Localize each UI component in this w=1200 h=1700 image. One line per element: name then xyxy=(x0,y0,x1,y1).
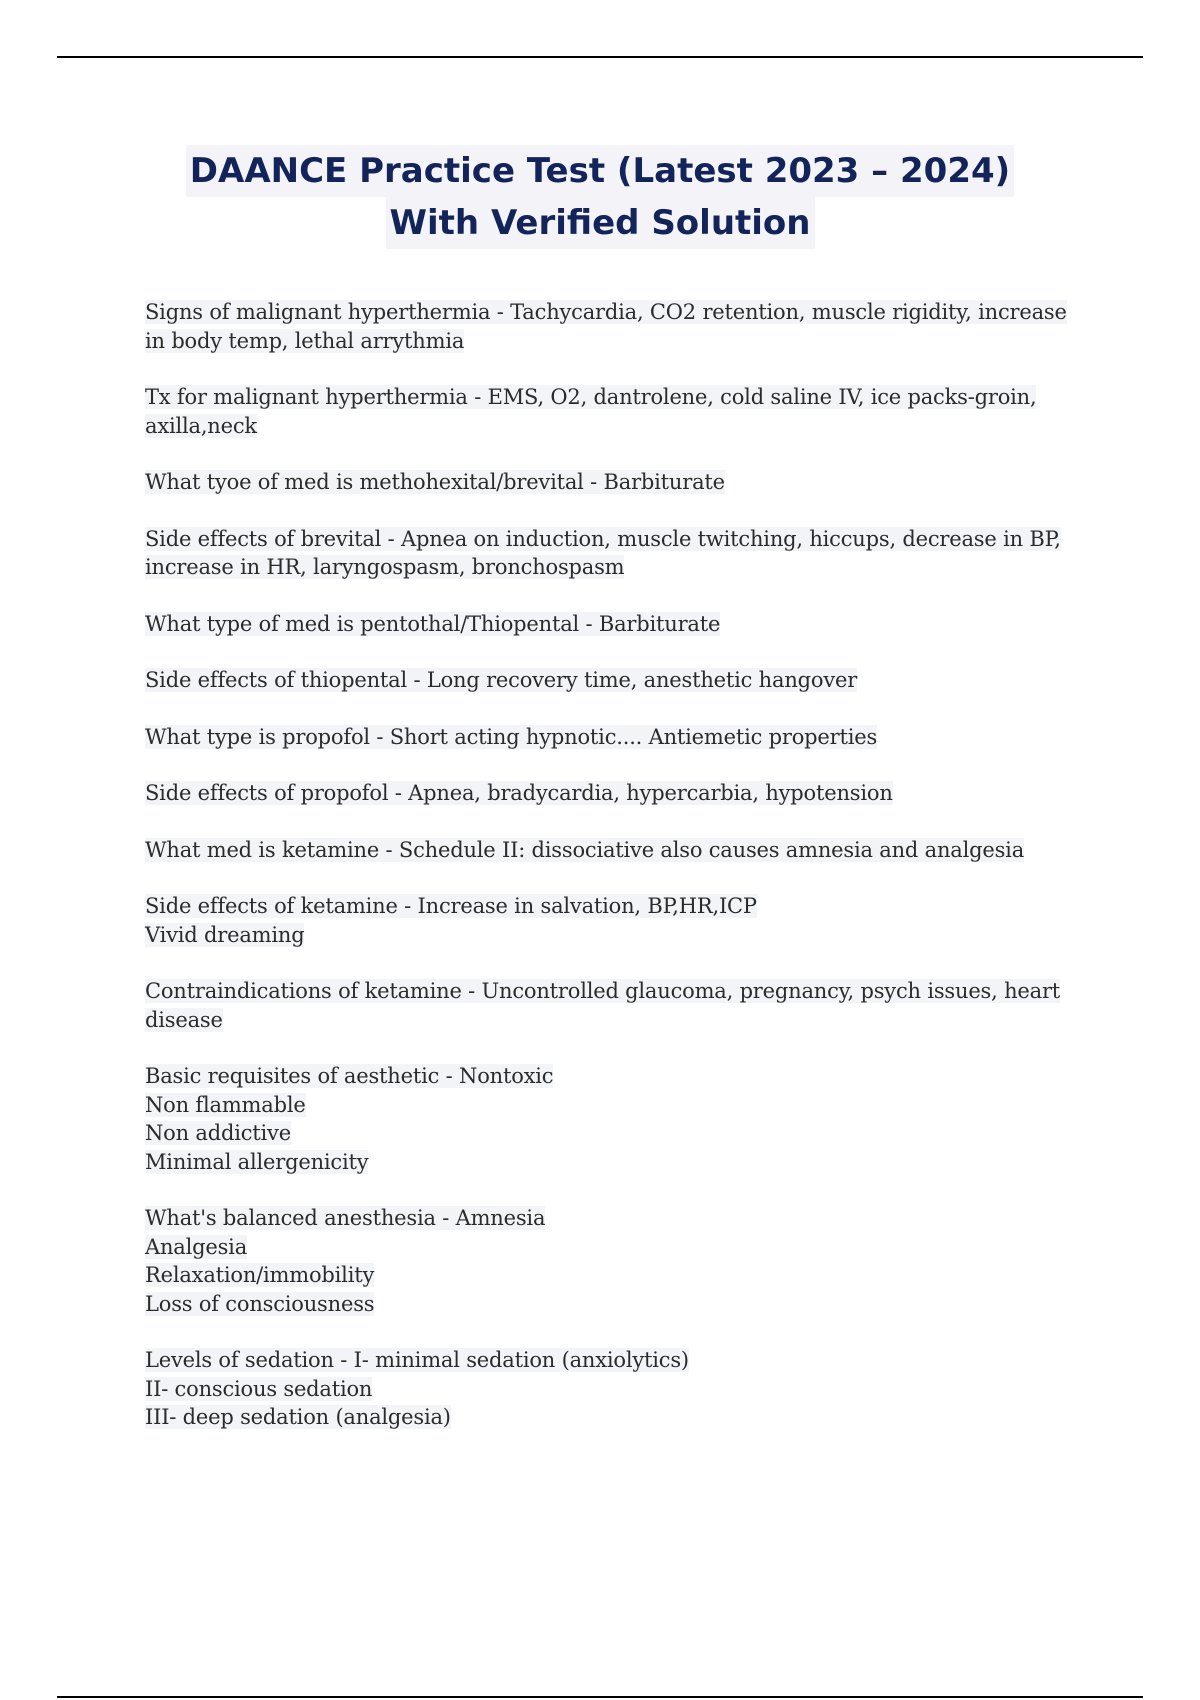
qa-item xyxy=(145,836,1085,865)
qa-extra-line xyxy=(145,1261,1085,1290)
qa-text: Side effects of ketamine - Increase in salvation, BP,HR,ICP xyxy=(145,894,757,918)
qa-extra-line xyxy=(145,1091,1085,1120)
qa-extra-line xyxy=(145,921,1085,950)
qa-extra-line xyxy=(145,1375,1085,1404)
qa-extra-line xyxy=(145,1290,1085,1319)
qa-extra-text: Minimal allergenicity xyxy=(145,1149,369,1174)
qa-text: Side effects of brevital - Apnea on induction, muscle twitching, hiccups, decrease in BP, increase in HR, laryngospasm, bronchospasm xyxy=(145,526,1061,579)
qa-text: Tx for malignant hyperthermia - EMS, O2, dantrolene, cold saline IV, ice packs-groin, axilla,neck xyxy=(145,385,1037,438)
qa-text: What's balanced anesthesia - Amnesia xyxy=(145,1206,546,1230)
qa-item xyxy=(145,1062,1085,1176)
qa-item xyxy=(145,525,1085,582)
qa-extra-text: Non flammable xyxy=(145,1092,306,1117)
qa-extra-line xyxy=(145,1233,1085,1262)
qa-text: What med is ketamine - Schedule II: dissociative also causes amnesia and analgesia xyxy=(145,837,1025,862)
qa-text: Contraindications of ketamine - Uncontrolled glaucoma, pregnancy, psych issues, heart disease xyxy=(145,979,1061,1032)
qa-text: Side effects of thiopental - Long recovery time, anesthetic hangover xyxy=(145,668,858,692)
qa-extra-text: Non addictive xyxy=(145,1121,291,1145)
top-rule xyxy=(57,56,1143,58)
qa-extra-line xyxy=(145,1148,1085,1177)
qa-text: What type is propofol - Short acting hypnotic.... Antiemetic properties xyxy=(145,724,878,749)
qa-item xyxy=(145,666,1085,695)
qa-extra-text: Loss of consciousness xyxy=(145,1291,375,1316)
qa-text: Side effects of propofol - Apnea, bradycardia, hypercarbia, hypotension xyxy=(145,781,893,805)
qa-extra-text: II- conscious sedation xyxy=(145,1376,373,1401)
title-line-1: DAANCE Practice Test (Latest 2023 – 2024) xyxy=(186,145,1014,197)
qa-extra-line xyxy=(145,1119,1085,1148)
document-title xyxy=(0,145,1200,249)
qa-extra-text: Analgesia xyxy=(145,1234,248,1259)
qa-item xyxy=(145,298,1085,355)
qa-extra-text: Vivid dreaming xyxy=(145,922,305,947)
qa-item xyxy=(145,383,1085,440)
title-line-2: With Verified Solution xyxy=(386,197,815,249)
qa-item xyxy=(145,892,1085,949)
qa-text: What tyoe of med is methohexital/brevital - Barbiturate xyxy=(145,470,725,494)
qa-list xyxy=(145,298,1085,1460)
qa-extra-text: Relaxation/immobility xyxy=(145,1263,375,1287)
qa-text: Levels of sedation - I- minimal sedation (anxiolytics) xyxy=(145,1348,689,1372)
qa-item xyxy=(145,610,1085,639)
qa-item xyxy=(145,1346,1085,1432)
qa-item xyxy=(145,977,1085,1034)
qa-item xyxy=(145,1204,1085,1318)
qa-extra-line xyxy=(145,1403,1085,1432)
qa-item xyxy=(145,468,1085,497)
qa-item xyxy=(145,723,1085,752)
qa-text: What type of med is pentothal/Thiopental - Barbiturate xyxy=(145,611,721,636)
qa-extra-text: III- deep sedation (analgesia) xyxy=(145,1405,451,1429)
qa-text: Basic requisites of aesthetic - Nontoxic xyxy=(145,1064,554,1088)
bottom-rule xyxy=(57,1696,1143,1698)
qa-text: Signs of malignant hyperthermia - Tachycardia, CO2 retention, muscle rigidity, increase in body temp, lethal arrythmia xyxy=(145,300,1067,353)
qa-item xyxy=(145,779,1085,808)
